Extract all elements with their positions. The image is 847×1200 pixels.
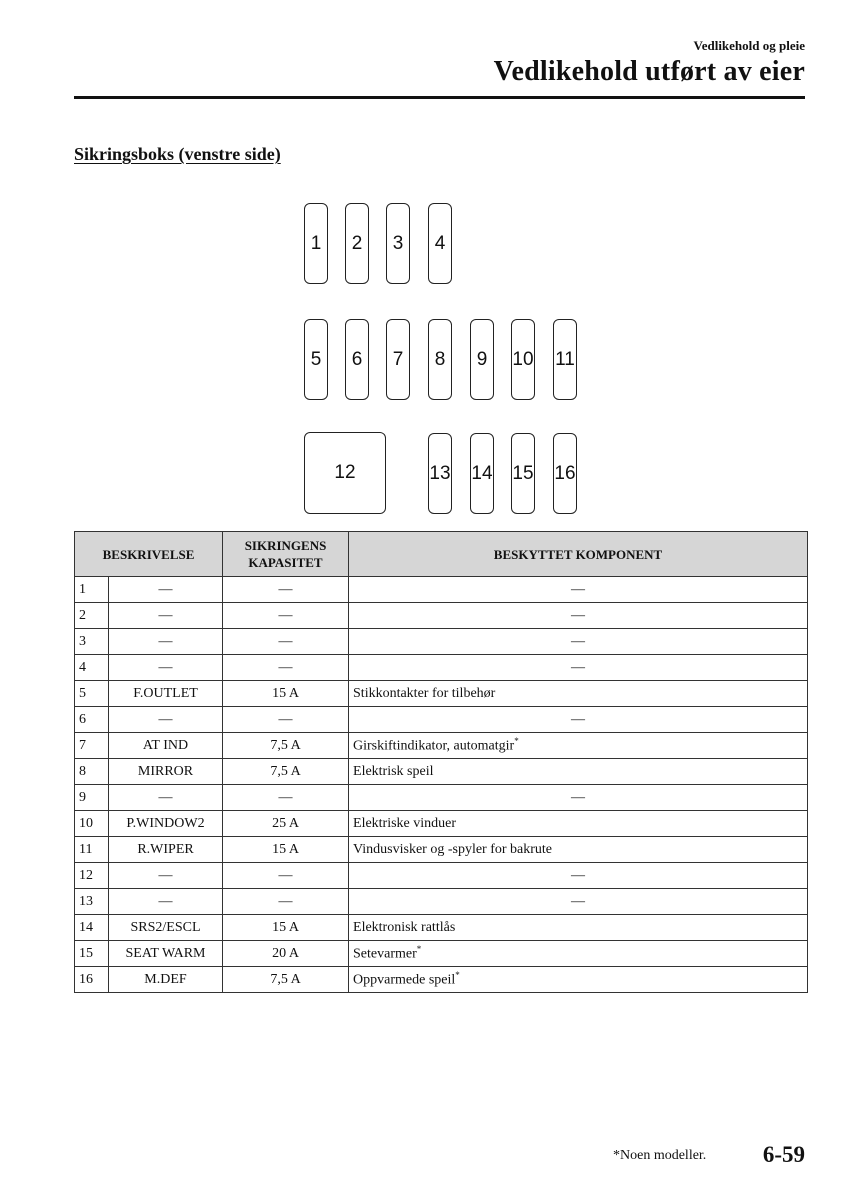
description-cell: — xyxy=(109,603,223,629)
description-cell: F.OUTLET xyxy=(109,681,223,707)
table-row xyxy=(75,915,808,941)
fuse-16: 16 xyxy=(553,433,577,514)
component-text: — xyxy=(571,711,586,727)
capacity-cell: 15 A xyxy=(223,837,349,863)
footnote-marker: * xyxy=(455,970,460,981)
table-row xyxy=(75,941,808,967)
capacity-cell: — xyxy=(223,707,349,733)
description-cell: R.WIPER xyxy=(109,837,223,863)
component-cell xyxy=(349,629,808,655)
component-cell xyxy=(349,941,808,967)
fuse-number-cell: 2 xyxy=(75,603,109,629)
component-cell xyxy=(349,785,808,811)
table-row xyxy=(75,811,808,837)
footnote-marker: * xyxy=(416,944,422,955)
component-text: — xyxy=(571,893,586,909)
table-row xyxy=(75,837,808,863)
capacity-cell: 20 A xyxy=(223,941,349,967)
component-cell xyxy=(349,863,808,889)
description-cell: — xyxy=(109,707,223,733)
fuse-5: 5 xyxy=(304,319,328,400)
description-cell: — xyxy=(109,863,223,889)
fuse-number-cell: 11 xyxy=(75,837,109,863)
header-section: Vedlikehold og pleie xyxy=(693,38,805,53)
capacity-cell: 7,5 A xyxy=(223,733,349,759)
capacity-cell: — xyxy=(223,655,349,681)
component-text: Girskiftindikator, automatgir xyxy=(353,738,515,754)
component-text: Elektrisk speil xyxy=(353,763,434,779)
footnote-marker: * xyxy=(514,736,519,747)
table-row xyxy=(75,655,808,681)
component-cell xyxy=(349,967,808,993)
capacity-cell: 15 A xyxy=(223,915,349,941)
fuse-number-cell: 12 xyxy=(75,863,109,889)
description-cell: M.DEF xyxy=(109,967,223,993)
fuse-10: 10 xyxy=(511,319,535,400)
component-cell xyxy=(349,707,808,733)
table-row xyxy=(75,785,808,811)
capacity-cell: 7,5 A xyxy=(223,967,349,993)
description-cell: — xyxy=(109,655,223,681)
fuse-number-cell: 9 xyxy=(75,785,109,811)
fuse-8: 8 xyxy=(428,319,452,400)
header-divider xyxy=(74,96,805,99)
component-text: Setevarmer xyxy=(353,946,417,962)
fuse-13: 13 xyxy=(428,433,452,514)
capacity-cell: — xyxy=(223,889,349,915)
fuse-number-cell: 14 xyxy=(75,915,109,941)
capacity-cell: 15 A xyxy=(223,681,349,707)
component-cell xyxy=(349,577,808,603)
component-text: — xyxy=(571,867,586,883)
fuse-7: 7 xyxy=(386,319,410,400)
component-text: Elektronisk rattlås xyxy=(353,919,456,935)
fuse-15: 15 xyxy=(511,433,535,514)
fuse-12: 12 xyxy=(304,432,386,514)
fuse-6: 6 xyxy=(345,319,369,400)
fuse-14: 14 xyxy=(470,433,494,514)
table-row xyxy=(75,707,808,733)
fuse-number-cell: 7 xyxy=(75,733,109,759)
component-cell xyxy=(349,811,808,837)
table-row xyxy=(75,681,808,707)
capacity-cell: 25 A xyxy=(223,811,349,837)
fuse-number-cell: 6 xyxy=(75,707,109,733)
component-text: — xyxy=(571,607,586,623)
component-text: Oppvarmede speil xyxy=(353,972,456,988)
table-row xyxy=(75,577,808,603)
header-component: BESKYTTET KOMPONENT xyxy=(349,532,808,577)
fuse-number-cell: 10 xyxy=(75,811,109,837)
fuse-table-body xyxy=(75,577,808,993)
capacity-cell: — xyxy=(223,863,349,889)
description-cell: MIRROR xyxy=(109,759,223,785)
component-cell xyxy=(349,655,808,681)
component-text: Vindusvisker og -spyler for bakrute xyxy=(353,841,553,857)
capacity-cell: — xyxy=(223,603,349,629)
description-cell: SEAT WARM xyxy=(109,941,223,967)
table-row xyxy=(75,603,808,629)
table-row xyxy=(75,967,808,993)
header-capacity xyxy=(223,532,349,577)
component-cell xyxy=(349,837,808,863)
component-text: — xyxy=(571,659,586,675)
component-text: — xyxy=(571,789,586,805)
page-title: Vedlikehold utført av eier xyxy=(493,56,805,87)
table-row xyxy=(75,733,808,759)
table-row xyxy=(75,629,808,655)
fuse-number-cell: 4 xyxy=(75,655,109,681)
component-text: Elektriske vinduer xyxy=(353,815,457,831)
component-cell xyxy=(349,603,808,629)
component-cell xyxy=(349,681,808,707)
description-cell: — xyxy=(109,785,223,811)
component-cell xyxy=(349,733,808,759)
fuse-4: 4 xyxy=(428,203,452,284)
section-title: Sikringsboks (venstre side) xyxy=(74,144,281,164)
page-number: 6-59 xyxy=(762,1142,805,1167)
fuse-number-cell: 1 xyxy=(75,577,109,603)
fuse-1: 1 xyxy=(304,203,328,284)
table-row xyxy=(75,889,808,915)
header-capacity-line2: KAPASITET xyxy=(248,555,323,570)
table-row xyxy=(75,863,808,889)
capacity-cell: — xyxy=(223,629,349,655)
fuse-number-cell: 16 xyxy=(75,967,109,993)
fuse-number-cell: 13 xyxy=(75,889,109,915)
fuse-2: 2 xyxy=(345,203,369,284)
description-cell: SRS2/ESCL xyxy=(109,915,223,941)
component-text: Stikkontakter for tilbehør xyxy=(353,685,496,701)
component-text: — xyxy=(571,581,586,597)
header-description: BESKRIVELSE xyxy=(75,532,223,577)
component-cell xyxy=(349,759,808,785)
fuse-9: 9 xyxy=(470,319,494,400)
footnote: *Noen modeller. xyxy=(613,1148,707,1163)
fuse-table xyxy=(74,531,808,993)
description-cell: AT IND xyxy=(109,733,223,759)
capacity-cell: — xyxy=(223,577,349,603)
fuse-number-cell: 15 xyxy=(75,941,109,967)
capacity-cell: — xyxy=(223,785,349,811)
description-cell: — xyxy=(109,577,223,603)
fuse-3: 3 xyxy=(386,203,410,284)
component-cell xyxy=(349,889,808,915)
capacity-cell: 7,5 A xyxy=(223,759,349,785)
component-text: — xyxy=(571,633,586,649)
fuse-number-cell: 3 xyxy=(75,629,109,655)
fuse-number-cell: 5 xyxy=(75,681,109,707)
description-cell: P.WINDOW2 xyxy=(109,811,223,837)
table-header-row xyxy=(75,532,808,577)
description-cell: — xyxy=(109,889,223,915)
description-cell: — xyxy=(109,629,223,655)
header-capacity-line1: SIKRINGENS xyxy=(244,538,327,553)
component-cell xyxy=(349,915,808,941)
fuse-11: 11 xyxy=(553,319,577,400)
table-row xyxy=(75,759,808,785)
fuse-number-cell: 8 xyxy=(75,759,109,785)
